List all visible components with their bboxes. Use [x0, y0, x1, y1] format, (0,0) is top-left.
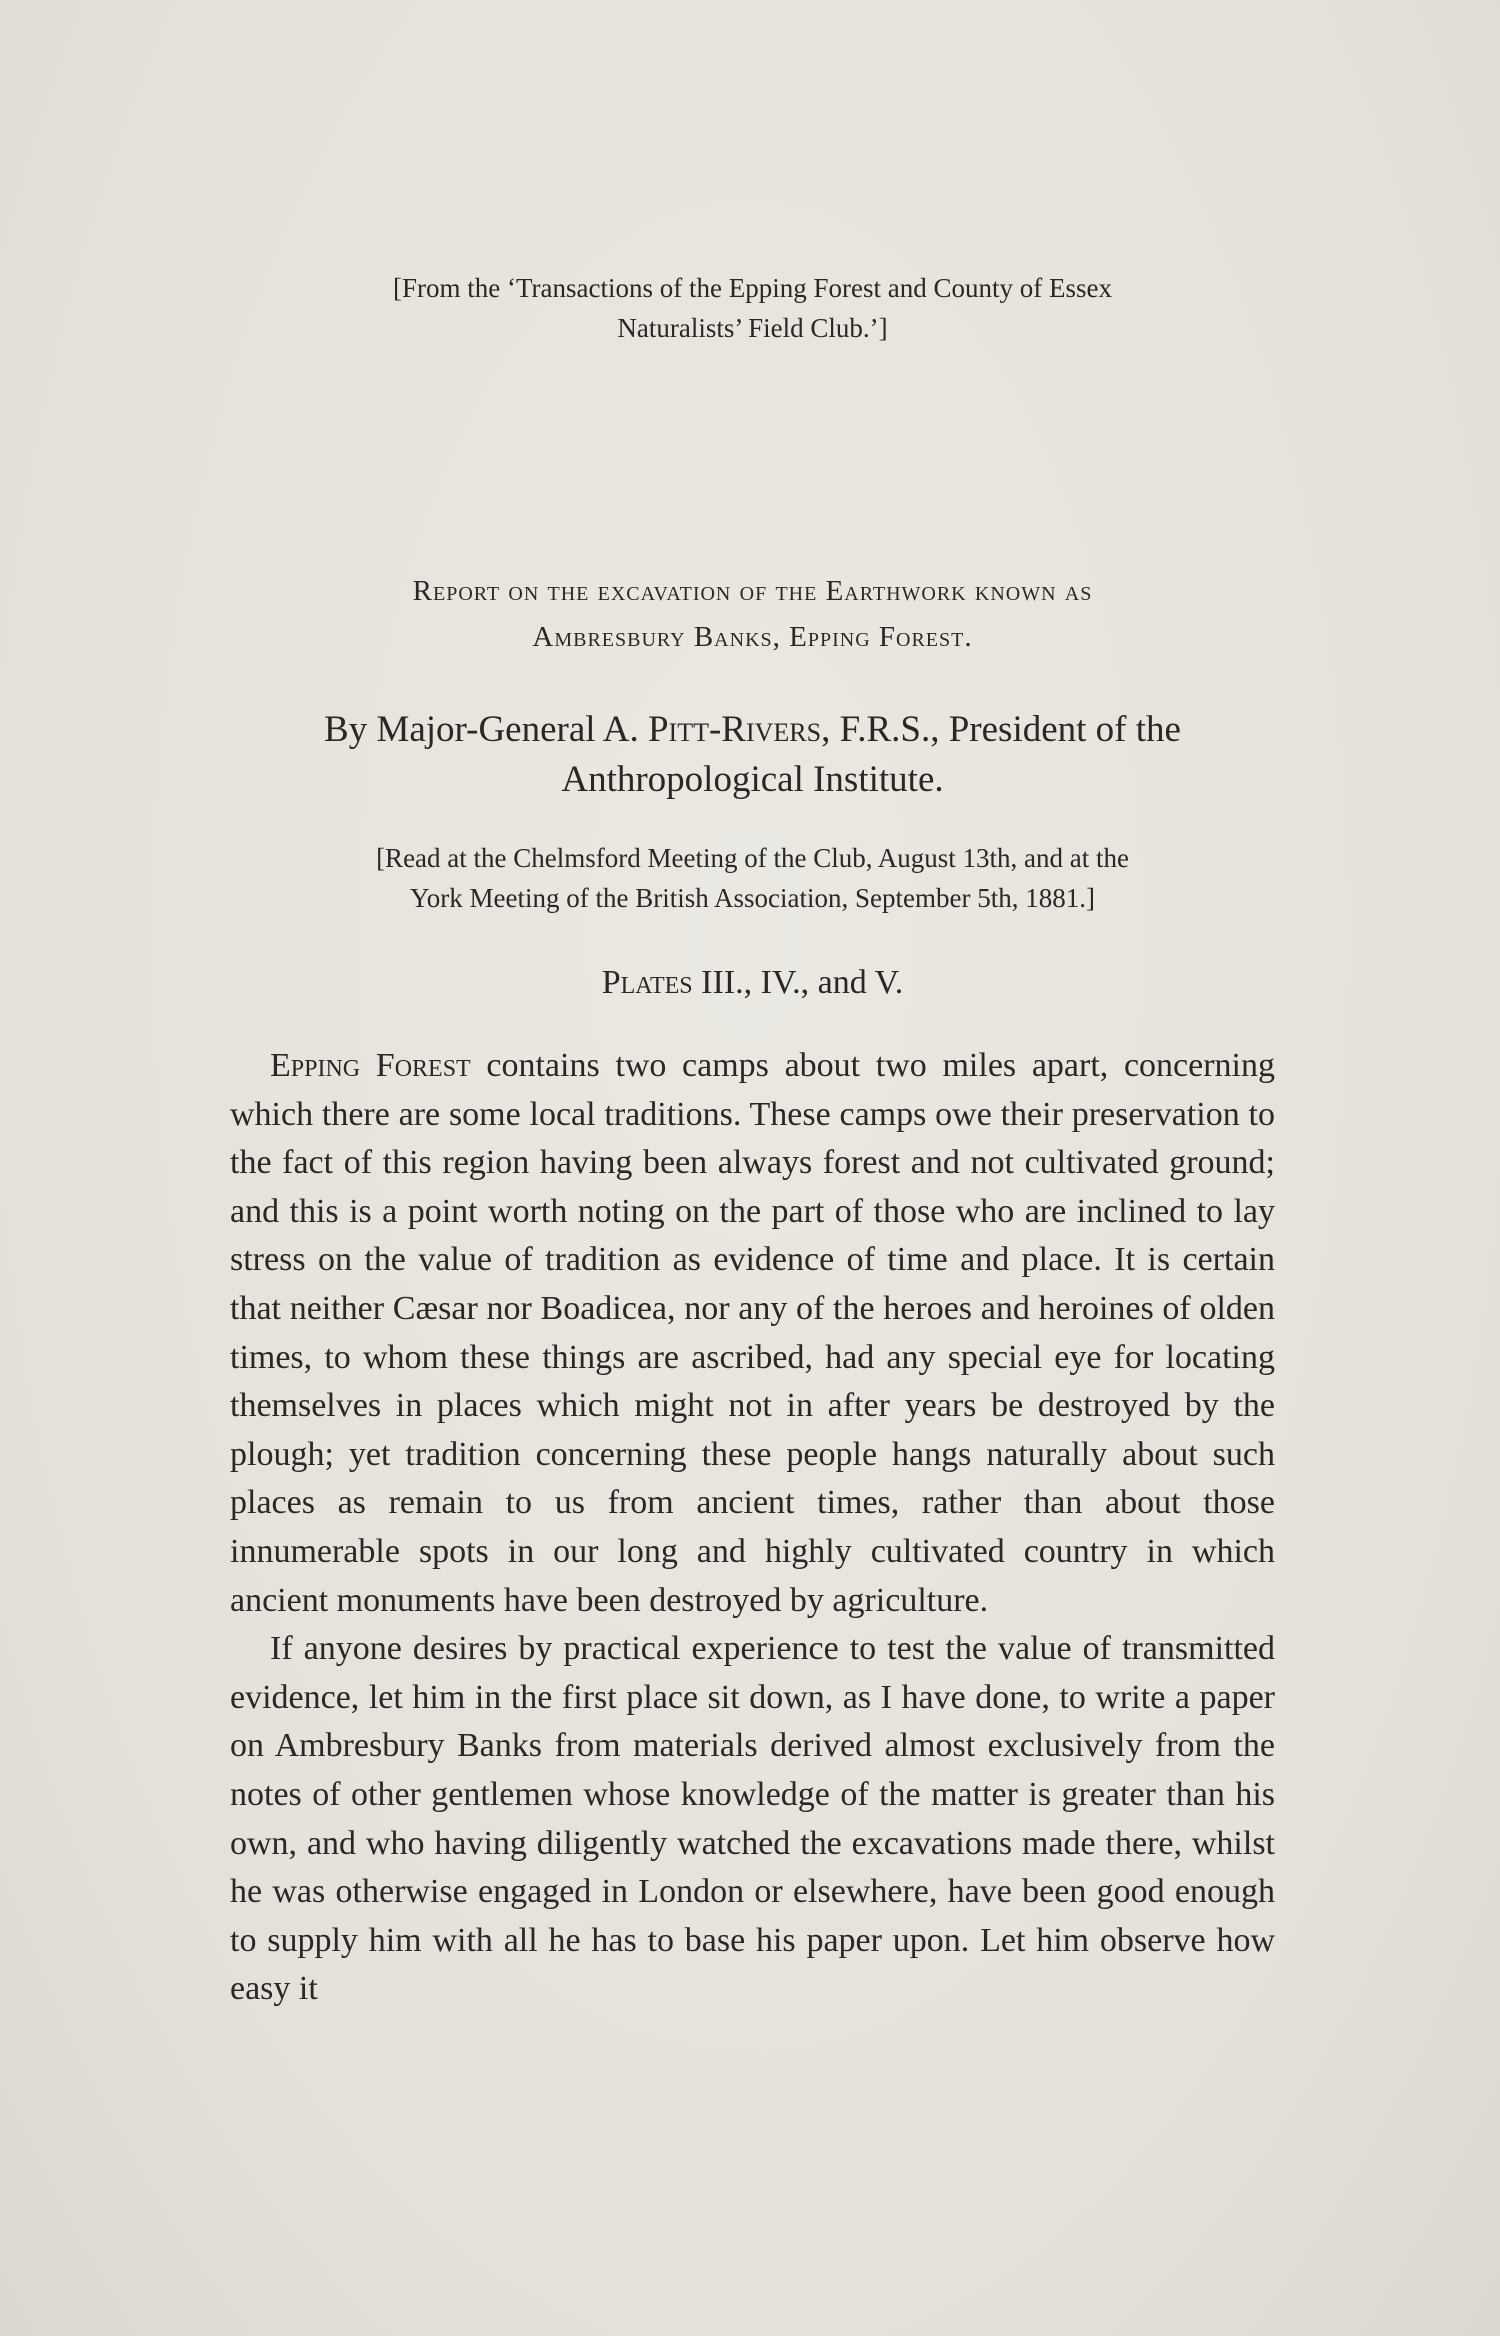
author-line-2: Anthropological Institute.: [561, 759, 944, 800]
report-title-line-1: Report on the excavation of the Earthwork known as: [412, 575, 1093, 607]
plates-numbers: III., IV., and V.: [692, 964, 904, 1001]
paragraph-1-text: contains two camps about two miles apart, concerning which there are some local traditions. These camps owe their preservation to the fact of this region having been always forest and not cultivated ground; and this is a point worth noting on the part of those who are inclined to lay stress on the value of tradition as evidence of time and place. It is certain that neither Cæsar nor Boadicea, nor any of the heroes and heroines of olden times, to whom these things are ascribed, had any special eye for locating themselves in places which might not in after years be destroyed by the plough; yet tradition concerning these people hangs naturally about such places as remain to us from ancient times, rather than about those innumerable spots in our long and highly cultivated country in which ancient monuments have been destroyed by agriculture.: [230, 1047, 1275, 1619]
source-note-line-1: [From the ‘Transactions of the Epping Forest and County of Essex: [393, 273, 1112, 303]
source-note-line-2: Naturalists’ Field Club.’]: [617, 313, 888, 343]
author-line-1: [230, 705, 1275, 755]
report-title: [230, 568, 1275, 660]
read-note-line-1: [Read at the Chelmsford Meeting of the Club, August 13th, and at the: [376, 843, 1129, 873]
paragraph-2: If anyone desires by practical experience to test the value of transmitted evidence, let him in the first place sit down, as I have done, to write a paper on Ambresbury Banks from materials derived almost exclusively from the notes of other gentlemen whose knowledge of the matter is greater than his own, and who having diligently watched the excavations made there, whilst he was otherwise engaged in London or elsewhere, have been good enough to supply him with all he has to base his paper upon. Let him observe how easy it: [230, 1630, 1275, 2008]
paragraph-1-lead: Epping Forest: [270, 1047, 471, 1084]
plates-heading: [230, 960, 1275, 1006]
read-note-line-2: York Meeting of the British Association, September 5th, 1881.]: [410, 883, 1095, 913]
source-note: [230, 268, 1275, 348]
author-name: Pitt-Rivers: [647, 709, 822, 750]
author-byline: [230, 705, 1275, 805]
report-title-line-2: Ambresbury Banks, Epping Forest.: [532, 621, 973, 653]
paragraph-1: [230, 1042, 1275, 1625]
read-note: [230, 838, 1275, 918]
author-prefix: By Major-General A.: [324, 709, 648, 750]
plates-label: Plates: [601, 964, 693, 1001]
author-suffix: , F.R.S., President of the: [821, 709, 1181, 750]
body-text: [230, 1042, 1275, 2014]
